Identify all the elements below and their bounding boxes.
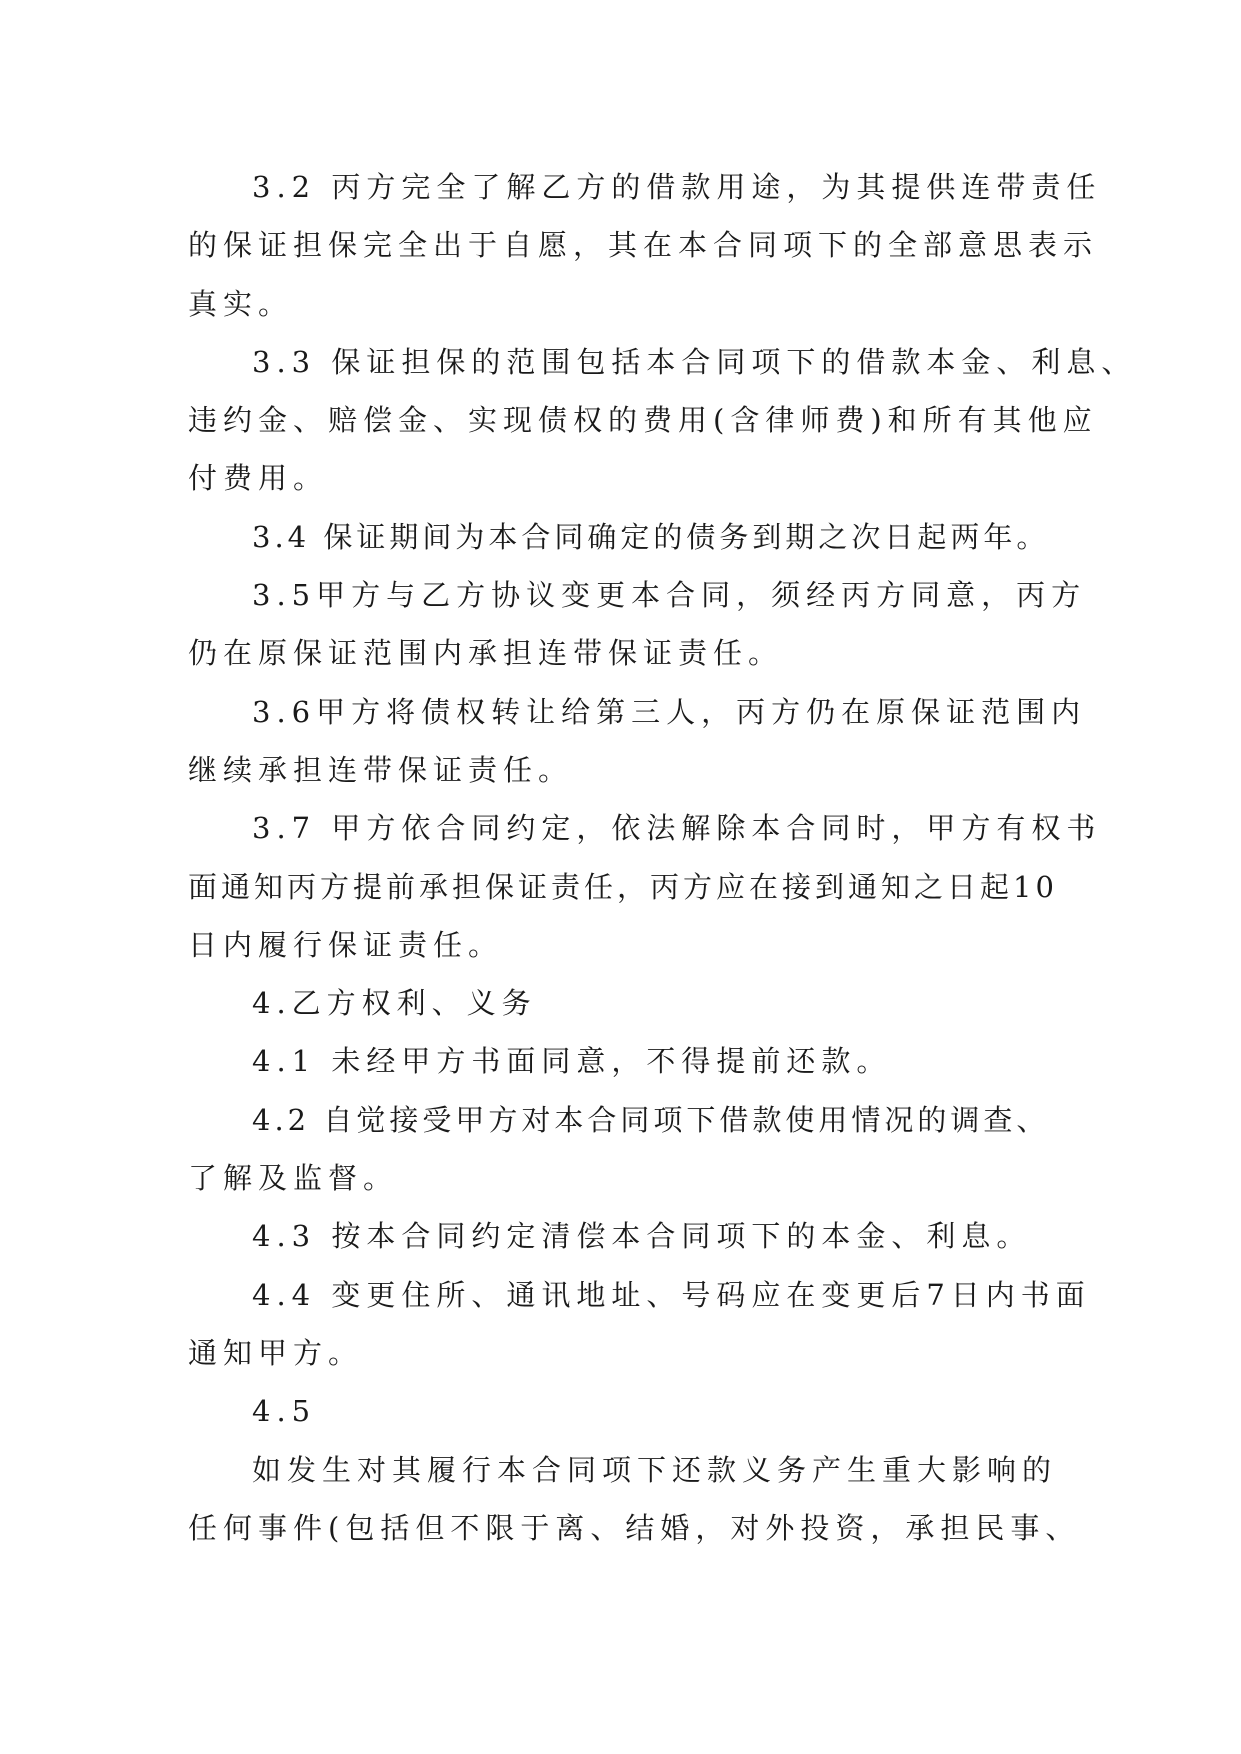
paragraph-line: 真实。 xyxy=(188,286,294,321)
paragraph-line: 3.3 保证担保的范围包括本合同项下的借款本金、利息、 xyxy=(252,344,1137,379)
paragraph-line: 3.4 保证期间为本合同确定的债务到期之次日起两年。 xyxy=(252,519,1050,554)
paragraph-line: 3.2 丙方完全了解乙方的借款用途，为其提供连带责任 xyxy=(252,170,1102,204)
paragraph-line: 如发生对其履行本合同项下还款义务产生重大影响的 xyxy=(252,1452,1058,1487)
paragraph-line: 付费用。 xyxy=(188,461,329,496)
paragraph-line: 日内履行保证责任。 xyxy=(188,927,504,962)
paragraph-line: 3.5甲方与乙方协议变更本合同，须经丙方同意，丙方 xyxy=(252,578,1087,613)
paragraph-line: 4.3 按本合同约定清偿本合同项下的本金、利息。 xyxy=(252,1219,1032,1254)
paragraph-line: 通知甲方。 xyxy=(188,1335,364,1370)
paragraph-line: 的保证担保完全出于自愿，其在本合同项下的全部意思表示 xyxy=(188,228,1099,263)
paragraph-line: 面通知丙方提前承担保证责任，丙方应在接到通知之日起10 xyxy=(188,869,1058,904)
paragraph-line: 4.5 xyxy=(252,1394,317,1429)
paragraph-line: 4.4 变更住所、通讯地址、号码应在变更后7日内书面 xyxy=(252,1277,1091,1312)
paragraph-line: 3.6甲方将债权转让给第三人，丙方仍在原保证范围内 xyxy=(252,694,1087,729)
paragraph-line: 4.1 未经甲方书面同意，不得提前还款。 xyxy=(252,1044,892,1079)
section-heading: 4.乙方权利、义务 xyxy=(252,986,537,1021)
paragraph-line: 了解及监督。 xyxy=(188,1161,399,1196)
paragraph-line: 3.7 甲方依合同约定，依法解除本合同时，甲方有权书 xyxy=(252,811,1102,846)
paragraph-line: 4.2 自觉接受甲方对本合同项下借款使用情况的调查、 xyxy=(252,1102,1050,1137)
paragraph-line: 违约金、赔偿金、实现债权的费用(含律师费)和所有其他应 xyxy=(188,403,1098,438)
document-body xyxy=(188,158,1137,1557)
paragraph-line: 仍在原保证范围内承担连带保证责任。 xyxy=(188,636,784,671)
paragraph-line: 继续承担连带保证责任。 xyxy=(188,752,574,787)
paragraph-line: 任何事件(包括但不限于离、结婚，对外投资，承担民事、 xyxy=(188,1510,1081,1545)
